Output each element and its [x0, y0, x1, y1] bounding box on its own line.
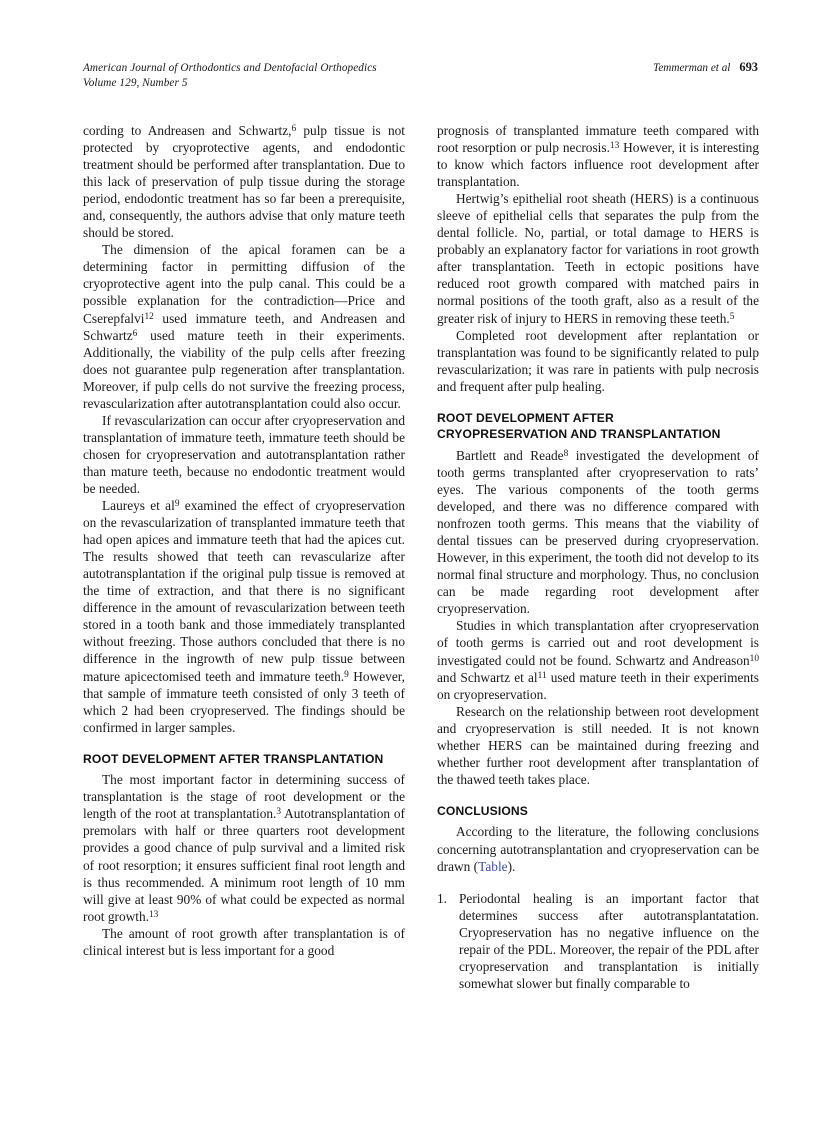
- conclusions-intro-text-part-2: ).: [507, 858, 516, 874]
- right-column: [437, 122, 759, 1062]
- article-body: [83, 122, 759, 1062]
- volume-issue: Volume 129, Number 5: [83, 77, 188, 89]
- reference-superscript: 8: [563, 448, 569, 459]
- spacer: [437, 875, 759, 890]
- running-head-line-1: [83, 60, 758, 76]
- section-heading-conclusions: CONCLUSIONS: [437, 803, 529, 818]
- paragraph: If revascularization can occur after cryopreservation and transplantation of immature teeth, immature teeth should be chosen for cryopreservation and autotransplantation rather than mature teeth, because no endodontic treatment would be needed.: [83, 412, 405, 496]
- section-heading-root-development-after-cryopreservation-line1: ROOT DEVELOPMENT AFTER: [437, 410, 614, 425]
- page-number: 693: [739, 60, 758, 74]
- reference-superscript: 9: [344, 669, 349, 680]
- reference-superscript: 13: [609, 140, 620, 151]
- conclusions-intro-text-part-1: According to the literature, the following conclusions concerning autotransplantation and cryopreservation can be drawn (: [437, 824, 759, 874]
- list-item: [437, 890, 759, 992]
- paragraph: Bartlett and Reade$^8$ investigated the development of tooth germs transplanted after cryopreservation to rats’ eyes. The various components of the tooth germs developed, and there was no difference compared with nonfrozen tooth germs. This means that the viability of dental tissues can be preserved during cryopreservation. However, in this experiment, the tooth did not develop to its normal final structure and morphology. Thus, no conclusion can be made regarding root development after cryopreservation.: [437, 447, 759, 617]
- paragraph: The amount of root growth after transplantation is of clinical interest but is less important for a good: [83, 925, 405, 958]
- spacer: [437, 788, 759, 803]
- section-heading-root-development-after-transplantation: ROOT DEVELOPMENT AFTER TRANSPLANTATION: [83, 751, 384, 766]
- reference-superscript: 3: [276, 807, 282, 818]
- reference-superscript: 10: [749, 653, 759, 664]
- reference-superscript: 13: [148, 909, 159, 920]
- left-column: [83, 122, 405, 1062]
- list-item-marker: 1.: [437, 890, 448, 906]
- list-item-text: Periodontal healing is an important factor that determines success after autotransplantatation. Cryopreservation has no negative influence on the repair of the PDL. Moreover, the repair of the PDL after cryopreservation and transplantation is initially somewhat slower but finally comparable to: [459, 890, 759, 991]
- paragraph-continuation: prognosis of transplanted immature teeth compared with root resorption or pulp necrosis.$^{13}$ However, it is interesting to know which factors influence root development after transplantation.: [437, 123, 759, 190]
- paragraph: Studies in which transplantation after cryopreservation of tooth germs is carried out and root development is investigated could not be found. Schwartz and Andreason$^{10}$ and Schwartz et $al^{11}$ used mature teeth in their experiments on cryopreservation.: [437, 618, 759, 702]
- reference-superscript: 9: [174, 498, 180, 509]
- reference-superscript: 5: [729, 311, 735, 322]
- paragraph: The dimension of the apical foramen can be a determining factor in permitting diffusion of the cryoprotective agent into the pulp canal. This could be a possible explanation for the contradiction—Price and Cserepfalvi$^{12}$ used immature teeth, and Andreasen and Schwartz$^6$ used mature teeth in their experiments. Additionally, the viability of the pulp cells after freezing does not guarantee pulp regeneration after transplantation. Moreover, if pulp cells do not survive the freezing process, revascularization after autotransplantation could also occur.: [83, 242, 405, 411]
- section-heading-root-development-after-cryopreservation-line2: CRYOPRESERVATION AND TRANSPLANTATION: [437, 427, 721, 442]
- paragraph: Hertwig’s epithelial root sheath (HERS) is a continuous sleeve of epithelial cells that separates the pulp from the dental follicle. No, partial, or total damage to HERS is probably an explanatory factor for variations in root growth after transplantation. Teeth in ectopic positions have reduced root growth compared with matched pairs in normal positions of the tooth graft, also as a result of the greater risk of injury to HERS in removing these teeth.$^5$: [437, 191, 759, 326]
- paragraph-with-table-link: [437, 823, 759, 874]
- reference-superscript: 6: [291, 123, 297, 134]
- paragraph-continuation: cording to Andreasen and Schwartz,$^6$ pulp tissue is not protected by cryoprotective agents, and endodontic treatment should be performed after transplantation. Due to this lack of preservation of pulp tissue during the storage period, endodontic treatment has so far been a prerequisite, and, consequently, the authors advise that only mature teeth should be stored.: [83, 123, 405, 241]
- reference-superscript: 12: [144, 311, 154, 322]
- table-link[interactable]: Table: [478, 858, 508, 874]
- reference-superscript: 11: [537, 670, 547, 681]
- paragraph: Completed root development after replantation or transplantation was found to be significantly related to pulp revascularization; it was rare in patients with pulp necrosis and frequent after pulp healing.: [437, 327, 759, 394]
- spacer: [437, 395, 759, 410]
- paragraph: Research on the relationship between root development and cryopreservation is still needed. It is not known whether HERS can be maintained during freezing and whether further root development after transplantation of the thawed teeth takes place.: [437, 703, 759, 787]
- reference-superscript: 6: [132, 328, 138, 339]
- running-head-line-2: [83, 76, 758, 91]
- journal-title: American Journal of Orthodontics and Dentofacial Orthopedics: [83, 62, 377, 74]
- spacer: [83, 736, 405, 751]
- running-head-right: [653, 60, 758, 76]
- conclusions-list: [437, 890, 759, 992]
- paragraph: Laureys et $al^9$ examined the effect of cryopreservation on the revascularization of transplanted immature teeth that had open apices and immature teeth that had the apices cut. The results showed that teeth can revascularize after autotransplantation if the original pulp tissue is removed at the time of extraction, and that there is no significant difference in the amount of revascularization between teeth stored in a tooth bank and those immediately transplanted without freezing. Those authors concluded that there is no difference in the ingrowth of new pulp tissue between mature apicectomised teeth and immature teeth.$^9$ However, that sample of immature teeth consisted of only 3 teeth of which 2 had been cryopreserved. The findings should be confirmed in larger samples.: [83, 498, 405, 735]
- running-head-authors: Temmerman et al: [653, 62, 731, 74]
- paragraph: The most important factor in determining success of transplantation is the stage of root development or the length of the root at transplantation.$^3$ Autotransplantation of premolars with half or three quarters root development provides a good chance of pulp survival and a limited risk of root resorption; it ensures sufficient final root length and is thus recommended. A minimum root length of 10 mm will give at least 90% of what could be expected as normal root growth.$^{13}$: [83, 772, 405, 924]
- running-head: [83, 60, 758, 92]
